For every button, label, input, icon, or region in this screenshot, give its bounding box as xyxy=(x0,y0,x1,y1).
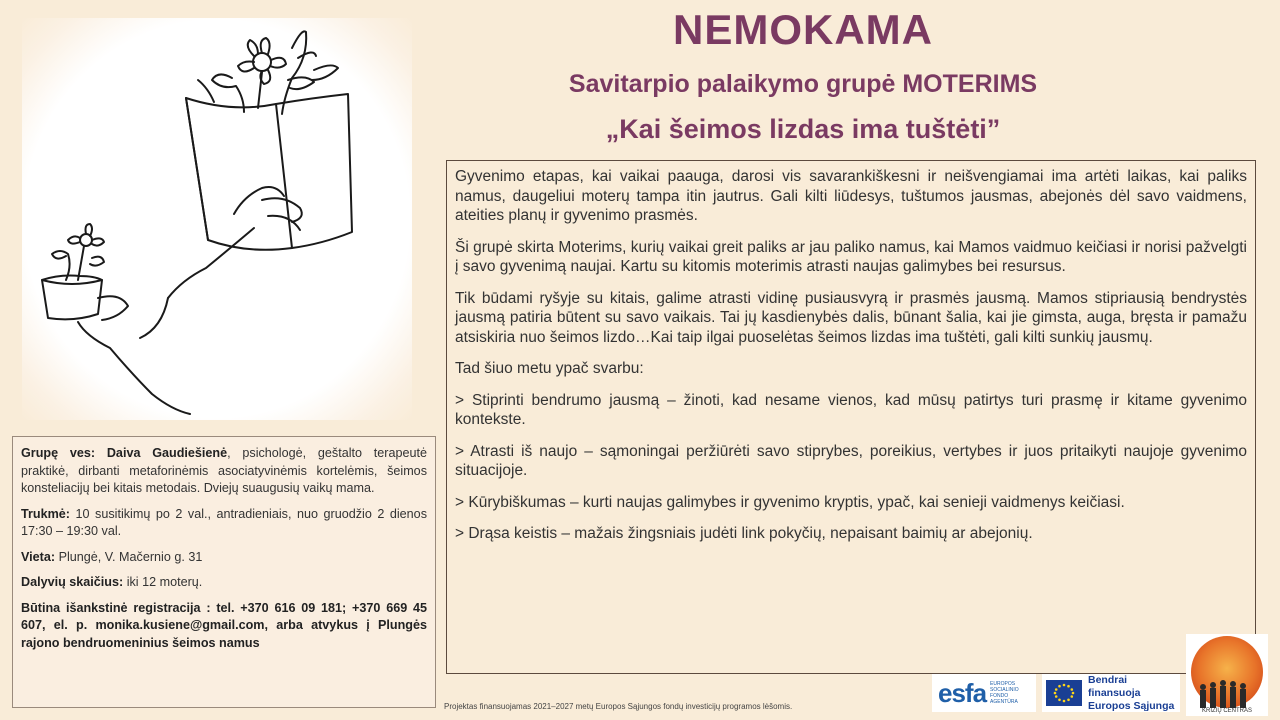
eu-logo-line1: Bendrai finansuoja xyxy=(1088,673,1141,699)
description-box xyxy=(446,160,1256,674)
list-item: > Kūrybiškumas – kurti naujas galimybes ir gyvenimo kryptis, ypač, kai senieji vaidmenys keičiasi. xyxy=(455,493,1125,511)
participants-text: iki 12 moterų. xyxy=(123,575,203,589)
crisis-center-logo xyxy=(1186,634,1268,716)
duration-text: 10 susitikimų po 2 val., antradieniais, nuo gruodžio 2 dienos 17:30 – 19:30 val. xyxy=(21,506,427,538)
crisis-center-sun-icon xyxy=(1186,634,1268,716)
place-text: Plungė, V. Mačernio g. 31 xyxy=(55,549,203,564)
place-info xyxy=(21,549,427,567)
info-box xyxy=(12,436,436,708)
group-name: „Kai šeimos lizdas ima tuštėti” xyxy=(605,114,1001,144)
illustration-panel xyxy=(22,18,412,420)
leader-info xyxy=(21,445,427,498)
list-item: > Atrasti iš naujo – sąmoningai peržiūrėti savo stiprybes, poreikius, vertybes ir juos pritaikyti naujoje gyvenimo situacijoje. xyxy=(455,442,1247,479)
funding-note: Projektas finansuojamas 2021–2027 metų Europos Sąjungos fondų investicijų programos lėšomis. xyxy=(444,702,793,711)
participants-info xyxy=(21,574,427,592)
paragraph-audience: Ši grupė skirta Moterims, kurių vaikai greit paliks ar jau paliko namus, kai Mamos vaidmuo keičiasi ir norisi pažvelgti į savo gyvenimą naujai. Kartu su kitomis moterimis atrasti naujas galimybes bei resursus. xyxy=(455,238,1247,275)
esfa-logo-subtext: EUROPOS SOCIALINIO FONDO AGENTŪRA xyxy=(990,681,1019,705)
esfa-logo-text: esfa xyxy=(938,677,987,708)
list-item: > Stiprinti bendrumo jausmą – žinoti, kad nesame vienos, kad mūsų patirtys turi prasmę ir kitame gyvenimo kontekste. xyxy=(455,391,1247,428)
woman-hands-book-flowers-illustration xyxy=(22,18,412,420)
eu-logo xyxy=(1042,674,1180,712)
registration-info xyxy=(21,600,427,653)
paragraph-intro: Gyvenimo etapas, kai vaikai paauga, darosi vis savarankiškesni ir neišvengiamai ima artėti laikas, kai paliks namus, daugeliui moterų tampa itin jautrus. Gali kilti liūdesys, tuštumos jausmas, abejonės dėl savo vaidmens, ateities planų ir gyvenimo prasmės. xyxy=(455,168,1247,224)
leader-text: , psichologė, geštalto terapeutė praktikė, dirbanti metaforinėmis asociatyvinėmis kortelėmis, šeimos konsteliacijų bei kitais metodais. Dviejų suaugusių vaikų mama. xyxy=(21,446,427,495)
eu-flag-icon xyxy=(1046,680,1082,706)
list-item: > Drąsa keistis – mažais žingsniais judėti link pokyčių, nepaisant baimių ar abejonių. xyxy=(455,525,1033,542)
duration-label: Trukmė: xyxy=(21,506,70,521)
paragraph-connection: Tik būdami ryšyje su kitais, galime atrasti vidinę pusiausvyrą ir prasmės jausmą. Mamos stipriausią bendrystės jausmą patiria būtent su savo vaikais. Tai jų kasdienybės dalis, būnant šalia, kai jie gimsta, auga, bręsta ir pamažu atsiskiria nuo šeimos lizdo…Kai taip ilgai puoselėtas šeimos lizdas ima tuštėti, gali kilti sunkių jausmų. xyxy=(455,289,1247,346)
paragraph-important: Tad šiuo metu ypač svarbu: xyxy=(455,360,644,377)
leader-label: Grupę ves: Daiva Gaudiešienė xyxy=(21,446,228,460)
participants-label: Dalyvių skaičius: xyxy=(21,575,124,589)
eu-logo-line2: Europos Sąjunga xyxy=(1088,699,1175,712)
registration-text: Būtina išankstinė registracija : tel. +370 616 09 181; +370 669 45 607, el. p. monika.kusiene@gmail.com, arba atvykus į Plungės rajono bendruomeninius šeimos namus xyxy=(21,600,427,650)
crisis-center-caption: KRIZIŲ CENTRAS xyxy=(1201,708,1252,714)
subtitle: Savitarpio palaikymo grupė MOTERIMS xyxy=(568,70,1038,98)
place-label: Vieta: xyxy=(21,549,56,564)
eu-logo-text xyxy=(1088,674,1180,713)
esfa-logo xyxy=(932,674,1036,712)
page-title: NEMOKAMA xyxy=(673,6,933,53)
duration-info xyxy=(21,506,427,541)
